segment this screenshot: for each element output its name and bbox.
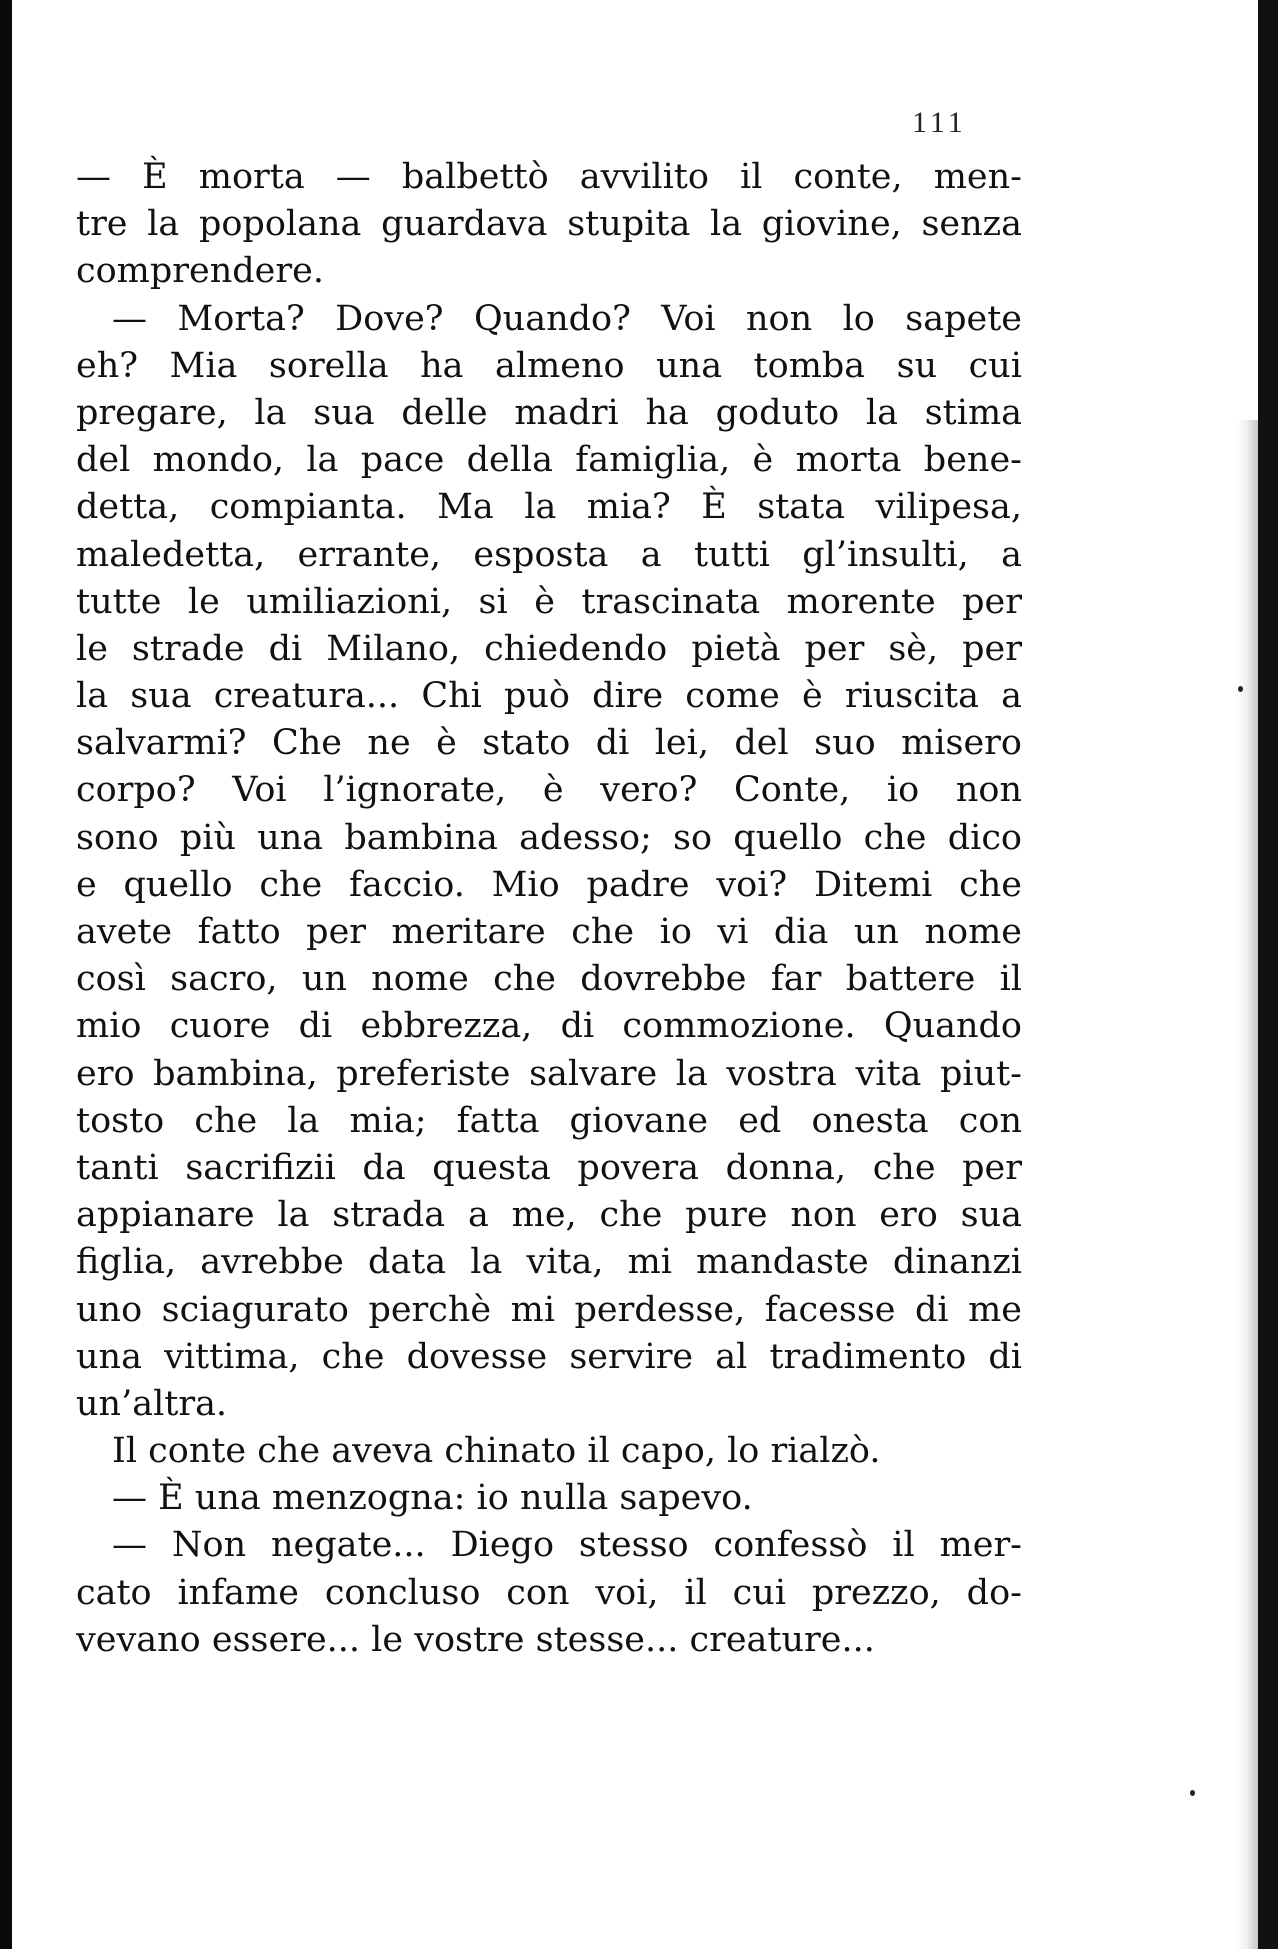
text-line: vevano essere... le vostre stesse... creature... [76,1619,875,1660]
ink-speck [1238,686,1243,692]
right-binding-edge [1258,0,1278,1949]
text-line: Il conte che aveva chinato il capo, lo rialzò. [112,1431,881,1472]
text-line: tre la popolana guardava stupita la giovine, senza [76,204,1022,245]
text-line: salvarmi? Che ne è stato di lei, del suo misero [76,723,1022,764]
page-number: 111 [912,106,967,139]
text-line: e quello che faccio. Mio padre voi? Ditemi che [76,864,1022,905]
text-line: corpo? Voi l’ignorate, è vero? Conte, io non [76,770,1022,811]
text-line: — Morta? Dove? Quando? Voi non lo sapete [112,298,1022,339]
text-line: comprendere. [76,251,324,292]
text-line: — È morta — balbettò avvilito il conte, men- [76,157,1022,197]
text-line: cato infame concluso con voi, il cui prezzo, do- [76,1572,1022,1613]
page-edge-shadow [1236,420,1258,1949]
text-line: appianare la strada a me, che pure non ero sua [76,1195,1022,1236]
text-line: una vittima, che dovesse servire al tradimento di [76,1336,1022,1377]
text-line: del mondo, la pace della famiglia, è morta bene- [76,440,1022,481]
text-line: — È una menzogna: io nulla sapevo. [112,1478,753,1519]
text-line: tanti sacrifizii da questa povera donna, che per [76,1147,1022,1188]
text-line: così sacro, un nome che dovrebbe far battere il [76,959,1022,1000]
text-line: tosto che la mia; fatta giovane ed onesta con [76,1100,1022,1141]
text-line: ero bambina, preferiste salvare la vostra vita piut- [76,1053,1022,1094]
text-line: pregare, la sua delle madri ha goduto la stima [76,392,1022,433]
text-line: maledetta, errante, esposta a tutti gl’insulti, a [76,534,1022,575]
text-line: sono più una bambina adesso; so quello che dico [76,817,1022,858]
text-line: — Non negate... Diego stesso confessò il mer- [112,1525,1022,1566]
ink-speck [1190,1790,1195,1796]
text-line: eh? Mia sorella ha almeno una tomba su cui [76,345,1022,386]
text-line: avete fatto per meritare che io vi dia un nome [76,912,1022,952]
text-line: la sua creatura... Chi può dire come è riuscita a [76,676,1022,717]
text-line: tutte le umiliazioni, si è trascinata morente per [76,581,1022,622]
text-line: uno sciagurato perchè mi perdesse, facesse di me [76,1289,1022,1330]
text-line: un’altra. [76,1383,228,1424]
text-line: detta, compianta. Ma la mia? È stata vilipesa, [76,487,1022,528]
left-binding-edge [0,0,12,1949]
text-line: mio cuore di ebbrezza, di commozione. Quando [76,1006,1022,1047]
text-line: figlia, avrebbe data la vita, mi mandaste dinanzi [76,1242,1022,1283]
text-line: le strade di Milano, chiedendo pietà per sè, per [76,628,1022,669]
body-text [76,154,1022,1664]
